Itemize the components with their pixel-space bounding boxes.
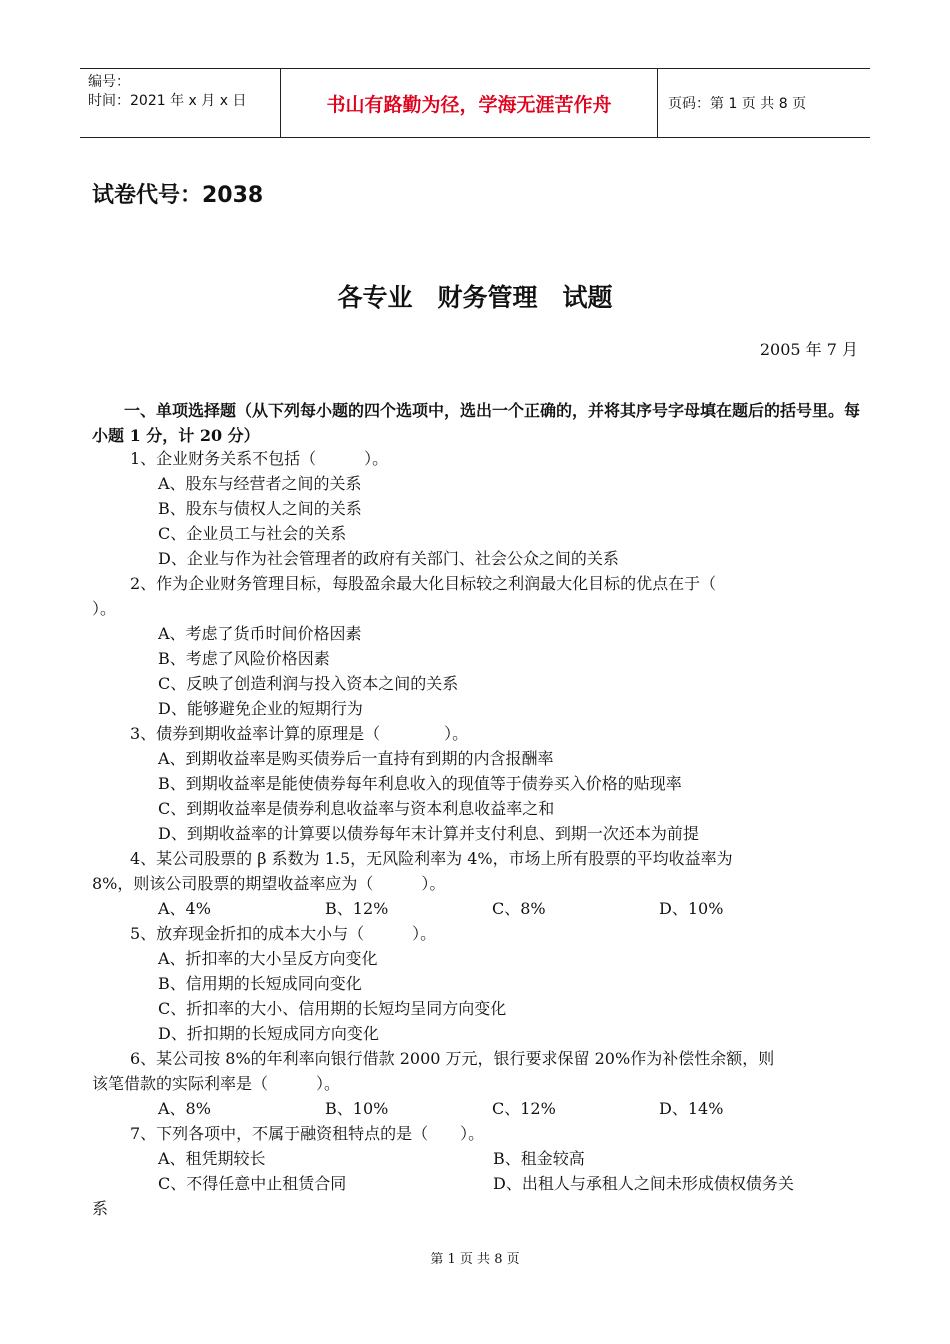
question-3-option-d: D、到期收益率的计算要以债券每年末计算并支付利息、到期一次还本为前提 [158,824,699,843]
question-3-option-a: A、到期收益率是购买债券后一直持有到期的内含报酬率 [158,749,554,768]
question-6-option-c: C、12% [492,1099,556,1118]
question-1-stem: 1、企业财务关系不包括（ ）。 [130,449,389,468]
question-5-option-d: D、折扣期的长短成同方向变化 [158,1024,379,1043]
question-4-stem-cont: 8%，则该公司股票的期望收益率应为（ ）。 [92,874,446,893]
question-6-option-d: D、14% [659,1099,724,1118]
question-list [92,446,860,1221]
question-4-option-b: B、12% [325,899,389,918]
question-2-option-a: A、考虑了货币时间价格因素 [158,624,362,643]
question-6-option-a: A、8% [158,1099,211,1118]
question-1-option-d: D、企业与作为社会管理者的政府有关部门、社会公众之间的关系 [158,549,619,568]
question-2-option-c: C、反映了创造利润与投入资本之间的关系 [158,674,459,693]
question-2-stem-cont: ）。 [92,599,117,618]
header-page-info: 页码：第 1 页 共 8 页 [668,96,807,112]
question-7-option-d: D、出租人与承租人之间未形成债权债务关 [493,1174,794,1193]
question-6-options [92,1096,860,1121]
question-7-option-d-cont: 系 [92,1199,109,1218]
question-7-stem: 7、下列各项中，不属于融资租特点的是（ ）。 [130,1124,485,1143]
question-5-option-c: C、折扣率的大小、信用期的长短均呈同方向变化 [158,999,507,1018]
question-7-option-c: C、不得任意中止租赁合同 [158,1174,347,1193]
question-6-stem-cont: 该笔借款的实际利率是（ ）。 [92,1074,341,1093]
question-4-options [92,896,860,921]
header-meta [80,69,280,137]
question-4-option-d: D、10% [659,899,724,918]
question-5-stem: 5、放弃现金折扣的成本大小与（ ）。 [130,924,437,943]
question-7-options-ab [92,1146,860,1171]
question-3-option-b: B、到期收益率是能使债券每年利息收入的现值等于债券买入价格的贴现率 [158,774,682,793]
section-heading: 一、单项选择题（从下列每小题的四个选项中，选出一个正确的，并将其序号字母填在题后的括号里。每小题 1 分，计 20 分） [92,401,861,445]
page-footer: 第 1 页 共 8 页 [430,1252,520,1267]
exam-date: 2005 年 7 月 [759,340,858,359]
question-2-stem: 2、作为企业财务管理目标，每股盈余最大化目标较之利润最大化目标的优点在于（ [130,574,717,593]
question-5-option-a: A、折扣率的大小呈反方向变化 [158,949,378,968]
question-1-option-a: A、股东与经营者之间的关系 [158,474,362,493]
question-7-option-b: B、租金较高 [493,1149,585,1168]
question-3-stem: 3、债券到期收益率计算的原理是（ ）。 [130,724,469,743]
time-label: 时间：2021 年 x 月 x 日 [88,93,247,109]
question-1-option-b: B、股东与债权人之间的关系 [158,499,362,518]
question-4-option-c: C、8% [492,899,546,918]
document-header [80,68,870,138]
header-motto: 书山有路勤为径，学海无涯苦作舟 [280,69,658,137]
question-7-options-cd [92,1171,860,1196]
question-6-stem: 6、某公司按 8%的年利率向银行借款 2000 万元，银行要求保留 20%作为补偿性余额，则 [130,1049,775,1068]
question-4-stem: 4、某公司股票的 β 系数为 1.5，无风险利率为 4%，市场上所有股票的平均收益率为 [130,849,733,868]
question-4-option-a: A、4% [158,899,211,918]
question-6-option-b: B、10% [325,1099,389,1118]
question-2-option-d: D、能够避免企业的短期行为 [158,699,363,718]
exam-title: 各专业 财务管理 试题 [337,283,613,312]
question-2-option-b: B、考虑了风险价格因素 [158,649,330,668]
paper-code: 试卷代号：2038 [92,183,264,208]
question-3-option-c: C、到期收益率是债券利息收益率与资本利息收益率之和 [158,799,555,818]
question-7-option-a: A、租凭期较长 [158,1149,266,1168]
question-5-option-b: B、信用期的长短成同向变化 [158,974,362,993]
question-1-option-c: C、企业员工与社会的关系 [158,524,347,543]
number-label: 编号： [88,74,130,90]
